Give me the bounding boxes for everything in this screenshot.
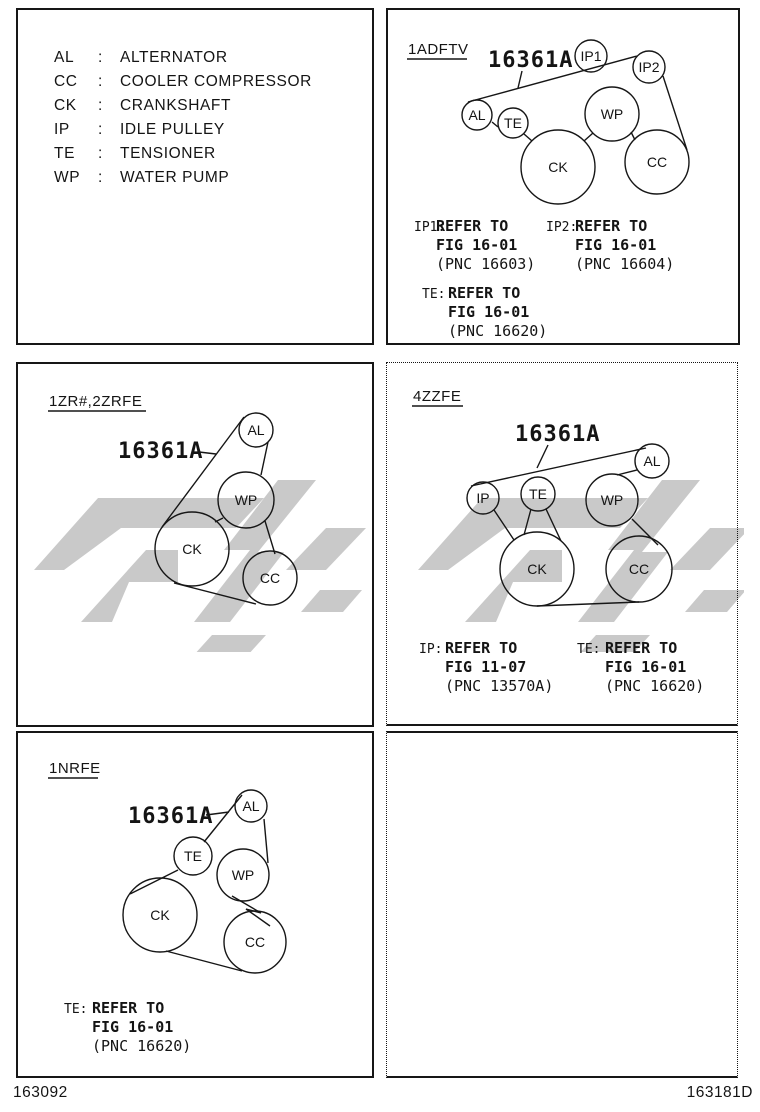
belt-diagram-4zzfe (387, 363, 737, 724)
legend-row (18, 118, 372, 142)
pulley-label-ck: CK (527, 561, 547, 577)
legend-panel (16, 8, 374, 345)
note-line: FIG 16-01 (575, 236, 657, 254)
legend-desc: COOLER COMPRESSOR (120, 73, 312, 90)
pulley-label-ck: CK (182, 541, 202, 557)
pulley-label-ck: CK (150, 907, 170, 923)
leader-line (537, 445, 548, 468)
legend-desc: ALTERNATOR (120, 49, 228, 66)
belt-line (264, 819, 268, 863)
legend-desc: IDLE PULLEY (120, 121, 225, 138)
legend-desc: WATER PUMP (120, 169, 230, 186)
note-line: FIG 16-01 (436, 236, 518, 254)
note-line: (PNC 16603) (436, 255, 536, 273)
part-number: 16361A (118, 439, 204, 464)
figure-number-left: 163092 (13, 1084, 68, 1101)
legend-abbr: IP (54, 121, 70, 138)
belt-line (584, 133, 593, 141)
pulley-label-te: TE (184, 848, 202, 864)
note-label: IP2: (546, 220, 578, 235)
note-line: (PNC 16620) (92, 1037, 192, 1055)
belt-line (265, 521, 275, 554)
belt-line (471, 448, 646, 486)
belt-line (130, 870, 178, 894)
note-line: FIG 11-07 (445, 658, 527, 676)
part-number: 16361A (515, 422, 601, 447)
belt-diagram-1adftv (388, 10, 738, 343)
note-line: (PNC 16604) (575, 255, 675, 273)
pulley-label-cc: CC (646, 154, 668, 170)
diagram-panel-4zzfe (386, 362, 738, 726)
legend-separator: : (98, 145, 103, 162)
legend-row (18, 166, 372, 190)
reference-notes (64, 999, 191, 1055)
legend-row (18, 142, 372, 166)
engine-code: 4ZZFE (413, 388, 462, 405)
belt-line (492, 122, 498, 127)
note-label: TE: (422, 287, 446, 302)
pulley-label-wp: WP (600, 106, 624, 122)
legend-separator: : (98, 73, 103, 90)
pulley-label-wp: WP (234, 492, 258, 508)
pulley-label-cc: CC (244, 934, 266, 950)
belt-line (632, 519, 658, 545)
pulley-label-ck: CK (548, 159, 568, 175)
legend-abbr: TE (54, 145, 76, 162)
pulley-label-al: AL (247, 422, 265, 438)
legend-separator: : (98, 49, 103, 66)
belt-line (663, 76, 687, 150)
pulleys (467, 444, 672, 606)
engine-code: 1ADFTV (408, 41, 469, 58)
note-line: (PNC 16620) (605, 677, 705, 695)
belt-diagram-1zr-2zrfe (18, 364, 372, 725)
belt-line (261, 442, 268, 475)
note-line: (PNC 16620) (448, 322, 548, 340)
pulley-label-al: AL (643, 453, 661, 469)
legend-desc: TENSIONER (120, 145, 216, 162)
legend-row (18, 94, 372, 118)
legend-row (18, 46, 372, 70)
part-number: 16361A (488, 48, 574, 73)
pulley-label-wp: WP (600, 492, 624, 508)
note-label: TE: (64, 1002, 88, 1017)
diagram-panel-1zr-2zrfe (16, 362, 374, 727)
note-line: REFER TO (575, 217, 648, 235)
pulley-label-ip: IP (476, 490, 490, 506)
note-line: FIG 16-01 (605, 658, 687, 676)
belt-line (162, 417, 244, 527)
legend-abbr: CK (54, 97, 77, 114)
diagram-panel-1nrfe (16, 731, 374, 1078)
note-line: FIG 16-01 (448, 303, 530, 321)
pulley-label-cc: CC (259, 570, 281, 586)
legend-abbr: WP (54, 169, 81, 186)
note-line: REFER TO (445, 639, 518, 657)
note-line: (PNC 13570A) (445, 677, 554, 695)
legend-abbr: AL (54, 49, 75, 66)
reference-notes (414, 217, 674, 340)
pulley-label-ip2: IP2 (638, 59, 660, 75)
pulley-label-al: AL (468, 107, 486, 123)
belt-line (524, 509, 531, 535)
note-label: IP: (419, 642, 443, 657)
pulley-label-te: TE (504, 115, 522, 131)
legend-desc: CRANKSHAFT (120, 97, 232, 114)
pulley-label-al: AL (242, 798, 260, 814)
empty-panel (386, 731, 738, 1078)
note-line: REFER TO (448, 284, 521, 302)
note-line: REFER TO (436, 217, 509, 235)
engine-code: 1NRFE (49, 760, 101, 777)
diagram-panel-1adftv (386, 8, 740, 345)
legend-abbr: CC (54, 73, 78, 90)
figure-number-right: 163181D (686, 1084, 753, 1101)
legend-separator: : (98, 121, 103, 138)
note-line: FIG 16-01 (92, 1018, 174, 1036)
note-line: REFER TO (92, 999, 165, 1017)
note-label: TE: (577, 642, 601, 657)
pulley-label-ip1: IP1 (580, 48, 602, 64)
note-line: REFER TO (605, 639, 678, 657)
belt-line (617, 470, 637, 475)
pulley-label-cc: CC (628, 561, 650, 577)
legend-separator: : (98, 97, 103, 114)
note-label: IP1: (414, 220, 446, 235)
legend-separator: : (98, 169, 103, 186)
belt-line (524, 134, 532, 141)
pulley-label-te: TE (529, 486, 547, 502)
belt (471, 448, 661, 606)
pulley-label-wp: WP (231, 867, 255, 883)
legend-row (18, 70, 372, 94)
belt-diagram-1nrfe (18, 733, 372, 1076)
part-number: 16361A (128, 804, 214, 829)
reference-notes (419, 639, 704, 695)
leader-line (518, 71, 522, 88)
belt-line (494, 510, 514, 540)
engine-code: 1ZR#,2ZRFE (49, 393, 143, 410)
